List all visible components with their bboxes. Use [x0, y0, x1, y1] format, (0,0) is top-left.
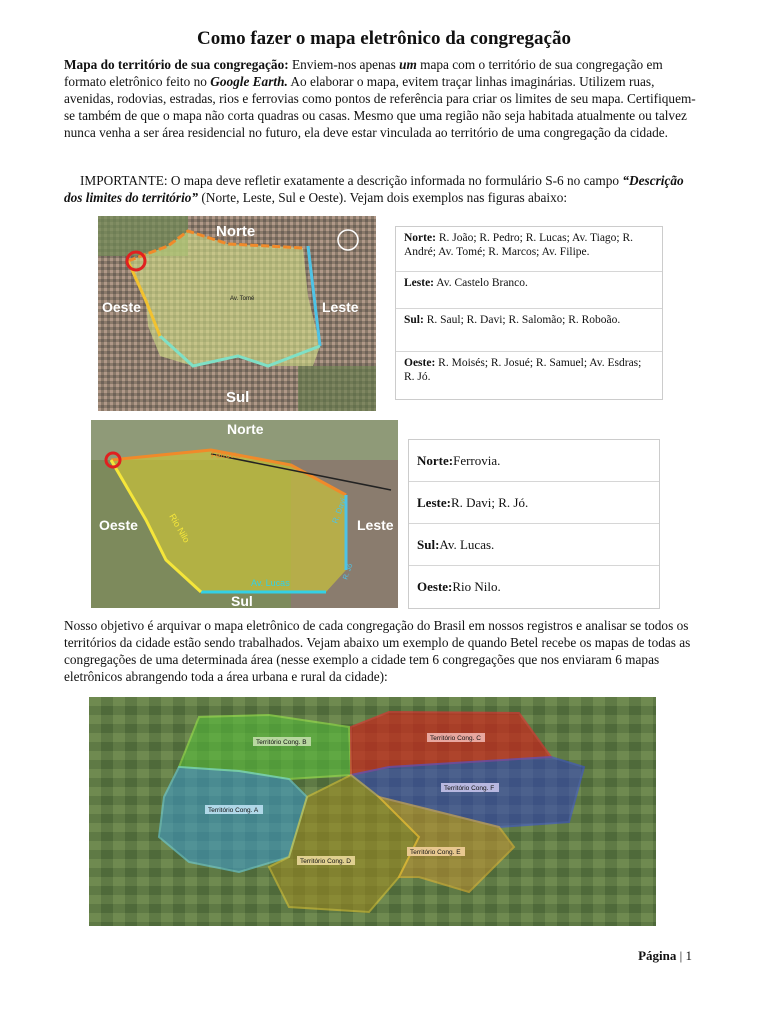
- example-map-2: [91, 420, 398, 608]
- objective-paragraph: Nosso objetivo é arquivar o mapa eletrônico de cada congregação do Brasil em nossos registros e analisar se todos os territórios da cidade estão sendo trabalhados. Vejam abaixo um exemplo de quando Betel recebe os mapas de todas as congregações de uma determinada área (nesse exemplo a cidade tem 6 congregações que nos enviaram 6 mapas eletrônicos abrangendo toda a área urbana e rural da cidade):: [64, 618, 691, 684]
- footer-page-label: Página: [638, 948, 677, 963]
- intro-um: um: [399, 57, 417, 72]
- limits-table-2: [408, 439, 660, 609]
- map1-street-label: Av. Tomé: [230, 296, 255, 302]
- map2-davi-label: R. Davi: [330, 496, 348, 525]
- intro-paragraph: [64, 56, 704, 141]
- map1-leste-label: Leste: [322, 299, 359, 315]
- intro-google-earth: Google Earth.: [210, 74, 288, 89]
- map2-sul-label: Sul: [231, 593, 253, 608]
- limits-row: Oeste: R. Moisés; R. Josué; R. Samuel; Av. Esdras; R. Jó.: [404, 357, 642, 383]
- example-map-1-svg: [98, 216, 376, 411]
- map1-sul-label: Sul: [226, 389, 250, 406]
- example-map-2-svg: [91, 420, 398, 608]
- map2-ferrovia-label: Ferrovia: [211, 451, 241, 460]
- limits-row: Sul: R. Saul; R. Davi; R. Salomão; R. Roboão.: [396, 309, 662, 352]
- important-paragraph: [64, 172, 704, 206]
- important-text-1: IMPORTANTE: O mapa deve refletir exatamente a descrição informada no formulário S-6 no campo: [80, 173, 623, 188]
- limits-row: Norte: Ferrovia.: [409, 440, 659, 482]
- intro-text-2: mapa com o território de sua congregação em formato eletrônico feito no: [64, 57, 663, 89]
- limits-row: Sul: Av. Lucas.: [409, 524, 659, 566]
- map2-lucas-label: Av. Lucas: [251, 578, 290, 588]
- limits-row: Leste: Av. Castelo Branco.: [396, 272, 662, 309]
- map1-oeste-label: Oeste: [102, 299, 141, 315]
- city-territories-map: [89, 697, 656, 926]
- map2-oeste-label: Oeste: [99, 517, 138, 533]
- territory-c-label: Território Cong. C: [430, 735, 481, 742]
- important-field: “Descrição dos limites do território”: [64, 173, 684, 205]
- limits-row: Norte: R. João; R. Pedro; R. Lucas; Av. Tiago; R. André; Av. Tomé; R. Marcos; Av. Filipe.: [396, 227, 662, 272]
- important-text-2: (Norte, Leste, Sul e Oeste). Vejam dois exemplos nas figuras abaixo:: [198, 190, 568, 205]
- map1-norte-label: Norte: [216, 223, 256, 240]
- page-title: Como fazer o mapa eletrônico da congregação: [197, 28, 571, 49]
- city-territories-svg: [89, 697, 656, 926]
- territory-f-label: Território Cong. F: [444, 785, 495, 792]
- intro-lead: Mapa do território de sua congregação:: [64, 57, 289, 72]
- territory-a-label: Território Cong. A: [208, 807, 259, 814]
- limits-table-1: [395, 226, 663, 400]
- territory-b-label: Território Cong. B: [256, 739, 307, 746]
- intro-text-1: Enviem-nos apenas: [288, 57, 400, 72]
- territory-d-label: Território Cong. D: [300, 858, 351, 865]
- map2-rio-label: Rio Nilo: [167, 512, 192, 545]
- intro-text-3: Ao elaborar o mapa, evitem traçar linhas imaginárias. Utilizem ruas, avenidas, rodovias, estradas, rios e ferrovias como pontos de referência para criar os limites de seu mapa. Certifiquem-se também de que o mapa não corta quadras ou casas. Mesmo que uma região não seja habitada atualmente ou talvez nunca venha a ser área residencial no futuro, ela deve estar vinculada ao território de uma congregação da cidade.: [64, 74, 696, 140]
- footer-separator: |: [676, 948, 686, 963]
- example-map-1: [98, 216, 376, 411]
- page-footer: [638, 948, 692, 964]
- footer-page-number: 1: [685, 948, 692, 963]
- limits-row: Oeste: Rio Nilo.: [417, 579, 501, 594]
- map2-leste-label: Leste: [357, 517, 394, 533]
- map2-norte-label: Norte: [227, 421, 264, 437]
- territory-e-label: Território Cong. E: [410, 849, 461, 856]
- limits-row: Leste: R. Davi; R. Jó.: [409, 482, 659, 524]
- map2-jo-label: R. Jó: [342, 562, 355, 581]
